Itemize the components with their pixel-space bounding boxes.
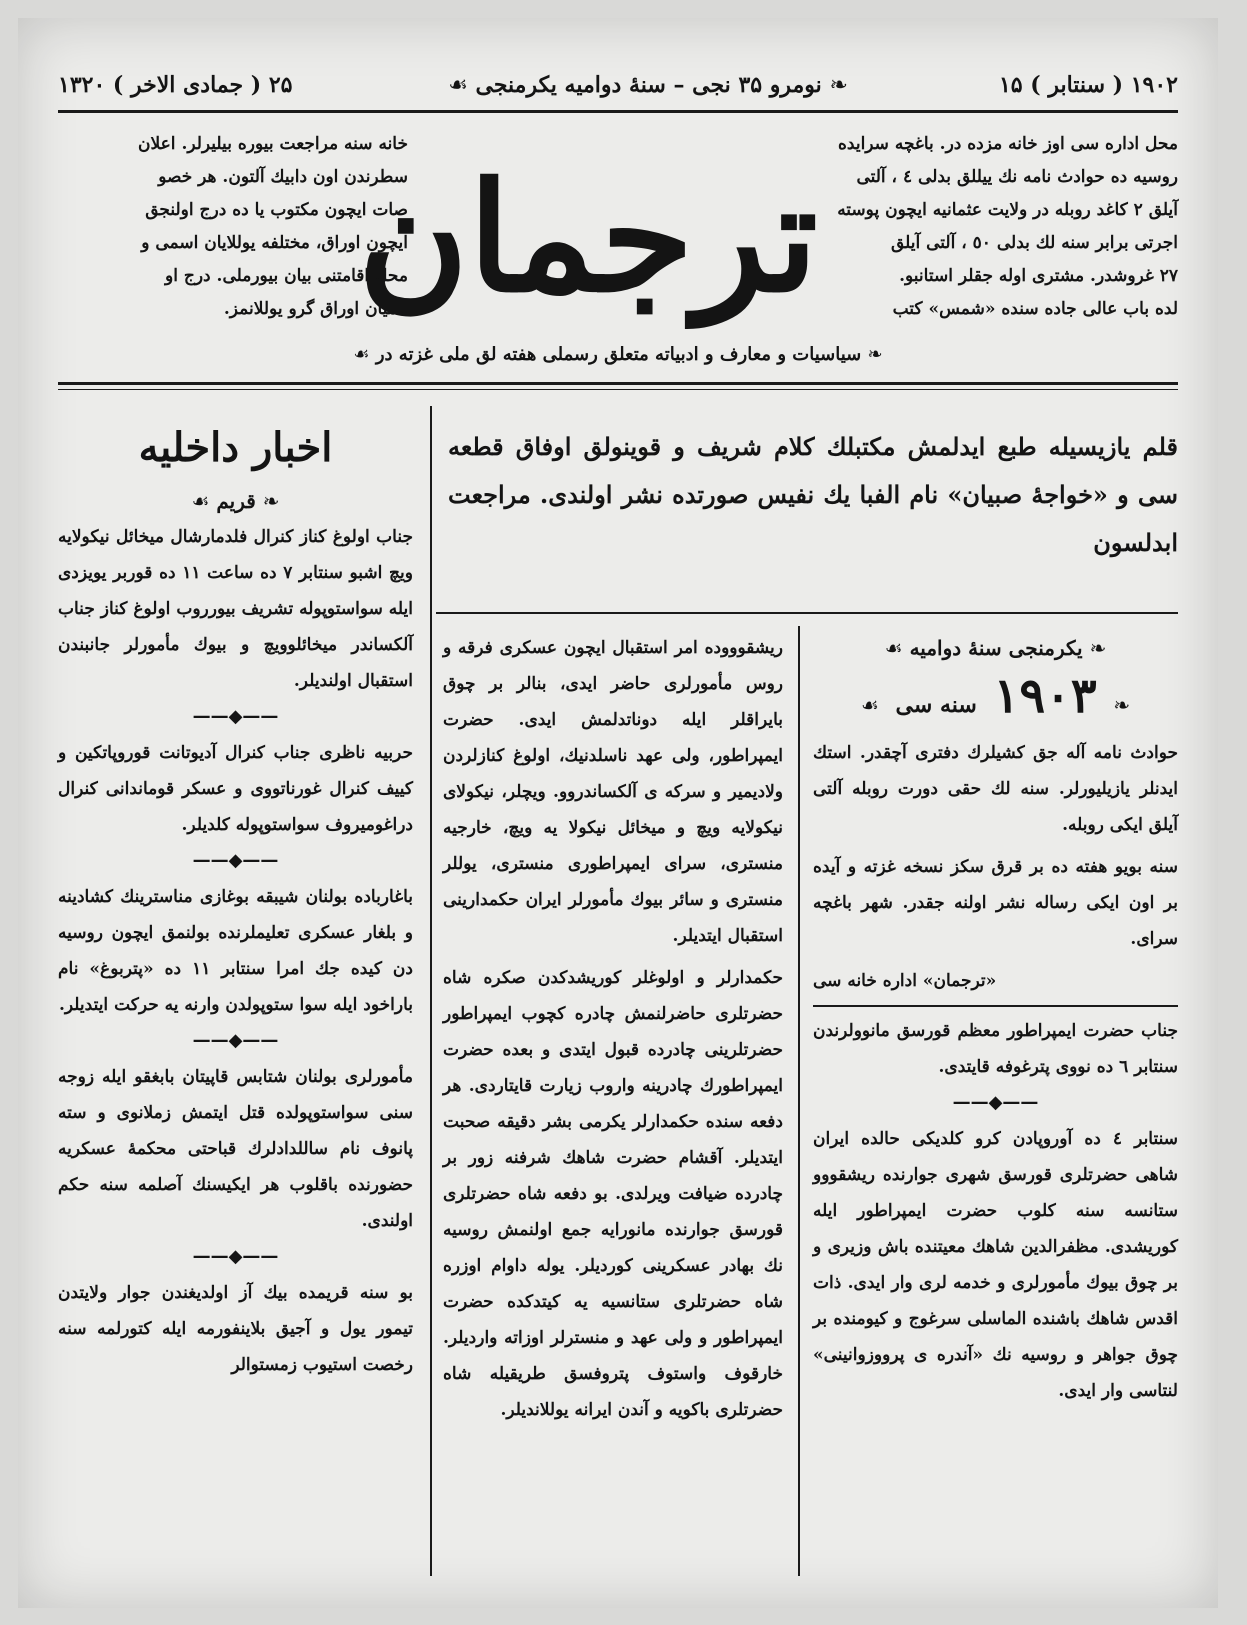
article-paragraph: جناب حضرت ایمپراطور معظم قورسق مانوولرندن سنتابر ٦ ده نووی پترغوفه قایتدی. — [813, 1021, 1178, 1077]
ornament-icon: ☙ — [448, 73, 468, 98]
dateline-gregorian: ۱۹۰۲ ( سنتابر ) ۱۵ — [998, 72, 1178, 98]
box-line: لنمیان اوراق گرو یوللانمز. — [223, 299, 408, 319]
subheading-text: قریم — [216, 489, 256, 513]
dateline-issue-text: نومرو ۳۵ نجی – سنهٔ دوامیه یکرمنجی — [475, 72, 822, 98]
section-subheading — [58, 483, 413, 519]
article-paragraph: حوادث نامه آله جق کشیلرك دفتری آچقدر. استك ایدنلر یازیلیورلر. سنه لك حقی دورت روبله آلتی آیلق ایکی روبله. — [813, 743, 1178, 835]
separator-ornament: ——◆—— — [192, 1246, 279, 1267]
masthead-subtitle — [318, 344, 918, 365]
article-paragraph: حربیه ناظری جناب کنرال آدیوتانت قوروپاتکین و کییف کنرال غورناتووی و عسکر قوماندانی کنرال دراغومیروف سواستوپوله کلدیلر. — [58, 743, 413, 835]
separator-ornament: ——◆—— — [952, 1092, 1039, 1113]
separator-ornament: ——◆—— — [192, 850, 279, 871]
ornament-icon: ❧ — [829, 73, 848, 98]
masthead-rule — [58, 382, 1178, 385]
separator-ornament: ——◆—— — [192, 706, 279, 727]
article-paragraph: سنه بویو هفته ده بر قرق سکز نسخه غزته و آیده بر اون ایکی رساله نشر اولنه جقدر. شهر باغچه سرای. — [813, 857, 1178, 949]
box-line: لده باب عالی جاده سنده «شمس» کتب — [892, 299, 1178, 319]
masthead-title: ترجمان — [358, 150, 818, 326]
column-rule — [430, 406, 432, 1576]
ornament-icon: ❧ — [262, 489, 280, 513]
box-line: ۲۷ غروشدر. مشتری اوله جقلر استانبو. — [899, 266, 1178, 286]
box-line: خانه سنه مراجعت بیوره بیلیرلر. اعلان — [138, 134, 408, 154]
column-rule — [798, 626, 800, 1576]
article-paragraph: جناب اولوغ کناز کنرال فلدمارشال میخائل نیکولایه ویچ اشبو سنتابر ۷ ده ساعت ۱۱ ده قوربر یویزدی ایله سواستوپوله تشریف بیورروب اولوغ کناز جناب آلکساندر میخائلوویچ و بیوك مأمورلر جانبندن استقبال اولندیلر. — [58, 527, 413, 691]
subtitle-text: سیاسیات و معارف و ادبیاته متعلق رسملی هفته لق ملی غزته در — [375, 344, 862, 365]
middle-column — [443, 630, 783, 1434]
notice-text: قلم یازیسیله طبع ایدلمش مکتبلك کلام شریف و قوینولق اوفاق قطعه سی و «خواجهٔ صبیان» نام الفبا یك نفیس صورتده نشر اولندی. مراجعت ابدلسون — [448, 432, 1178, 557]
left-column — [58, 413, 413, 1389]
dateline-issue — [388, 72, 908, 98]
ornament-icon: ❧ — [867, 344, 883, 365]
article-paragraph: باغارباده بولنان شیبقه بوغازی مناسترینك کشادینه و بلغار عسکری تعلیملرنده بولنمق ایچون روسیه دن کیده جك امرا سنتابر ۱۱ ده «پتربوغ» نام باراخود ایله سوا ستوپولدن وارنه یه حرکت ایتدیلر. — [58, 887, 413, 1015]
box-line: محل اداره سی اوز خانه مزده در. باغچه سرایده — [838, 134, 1178, 154]
box-line: ایچون اوراق، مختلفه یوللایان اسمی و — [141, 233, 408, 253]
article-paragraph: ریشقوووده امر استقبال ایچون عسکری فرقه و روس مأمورلری حاضر ایدی، بنالر بر چوق بایراقلر ایله دوناتدلمش ایدی. حضرت ایمپراطور، ولی عهد ناسلدنیك، اولوغ کنازلردن ولادیمیر و سرکه ی آلکساندروو. ویچلر، نیکولای نیکولایه ویچ و میخائل نیکولا یه ویچ، خارجیه منستری، سرای ایمپراطوری منستری، یوللر منستری و سائر بیوك مأمورلر ایران حکمدارینی استقبال ایتدیلر. — [443, 638, 783, 946]
article-paragraph: بو سنه قریمده بیك آز اولدیغندن جوار ولایتدن تیمور یول و آجیق بلاینفورمه ایله کتورلمه سنه رخصت استیوب زمستوالر — [58, 1283, 413, 1375]
dateline-hijri: ۲۵ ( جمادی الاخر ) ۱۳۲۰ — [58, 72, 293, 98]
masthead-rule-thin — [58, 389, 1178, 390]
ornament-icon: ☙ — [884, 636, 903, 660]
box-line: سطرندن اون دابیك آلتون. هر خصو — [158, 167, 408, 187]
right-column — [813, 630, 1178, 1415]
advertising-info-box — [58, 128, 408, 326]
ornament-icon: ❧ — [1089, 636, 1107, 660]
ornament-icon: ❧ — [1113, 693, 1131, 717]
top-label-text: یکرمنجی سنهٔ دوامیه — [909, 636, 1083, 660]
subscription-info-box — [788, 128, 1178, 326]
section-heading: اخبار داخلیه — [138, 424, 333, 471]
separator-ornament: ——◆—— — [192, 1030, 279, 1051]
box-line: اجرتی برابر سنه لك بدلی ٥٠ ، آلتی آیلق — [890, 233, 1178, 253]
box-line: روسیه ده حوادث نامه نك ییللق بدلی ٤ ، آلتی — [856, 167, 1178, 187]
box-line: صات ایچون مکتوب یا ده درج اولنجق — [145, 200, 408, 220]
top-rule — [58, 110, 1178, 113]
article-paragraph: سنتابر ٤ ده آوروپادن کرو کلدیکی حالده ایران شاهی حضرتلری قورسق شهری جوارنده ریشقووو ستانسه سنه کلوب حضرت ایمپراطور ایله کوریشدی. مظفرالدین شاهك معیتنده باش وزیری و بر چوق بیوك مأمورلری و خدمه لری وار ایدی. ذات اقدس شاهك باشنده الماسلی سرغوج و کیومنده بر چوق جواهر و روسیه نك «آندره ی پرووزوانینی» لنتاسی وار ایدی. — [813, 1129, 1178, 1401]
box-line: آیلق ۲ کاغد روبله در ولایت عثمانیه ایچون پوسته — [837, 200, 1178, 220]
section-rule — [813, 1005, 1178, 1007]
year-heading — [813, 666, 1178, 735]
dateline — [58, 64, 1178, 104]
year-label: سنه سی — [895, 692, 977, 718]
ornament-icon: ☙ — [191, 489, 210, 513]
article-paragraph: مأمورلری بولنان شتابس قاپیتان بابغقو ایله زوجه سنی سواستوپولده قتل ایتمش زملانوی و سته پانوف نام ساللدادلرك قباحتی محکمهٔ عسکریه حضورنده باقلوب هر ایکیسنك آصلمه سنه حکم اولندی. — [58, 1067, 413, 1231]
ornament-icon: ☙ — [860, 693, 879, 717]
box-line: محل اقامتنی بیان بیورملی. درج او — [165, 266, 408, 286]
article-paragraph: حکمدارلر و اولوغلر کوریشدکدن صکره شاه حضرتلری حاضرلنمش چادره کچوب ایمپراطور حضرتلرینی چادرده قبول ایتدی و بعده حضرت ایمپراطورك چادرینه واروب زیارت قایتاردی. هر دفعه سنده حکمدارلر یکرمی بشر دقیقه صحبت ایتدیلر. آقشام حضرت شاهك شرفنه زور بر چادرده ضیافت ویرلدی. بو دفعه شاه حضرتلری قورسق جوارنده مانورایه جمع اولنمش روسیه نك بهادر عسکرینی کوردیلر. یوله داوام اوزره شاه حضرتلری ستانسیه یه کیتدکده حضرت ایمپراطور و ولی عهد و منسترلر اوزاته واردیلر. خارقوف واستوف پتروفسق طریقیله شاه حضرتلری باکویه و آندن ایرانه یوللاندیلر. — [443, 968, 783, 1420]
ornament-icon: ☙ — [353, 344, 370, 365]
newspaper-page — [18, 18, 1218, 1608]
notice-rule — [436, 612, 1178, 614]
article-signature: «ترجمان» اداره خانه سی — [813, 971, 997, 991]
year-top-label — [813, 630, 1178, 666]
year-number: ۱۹۰۳ — [993, 668, 1097, 724]
